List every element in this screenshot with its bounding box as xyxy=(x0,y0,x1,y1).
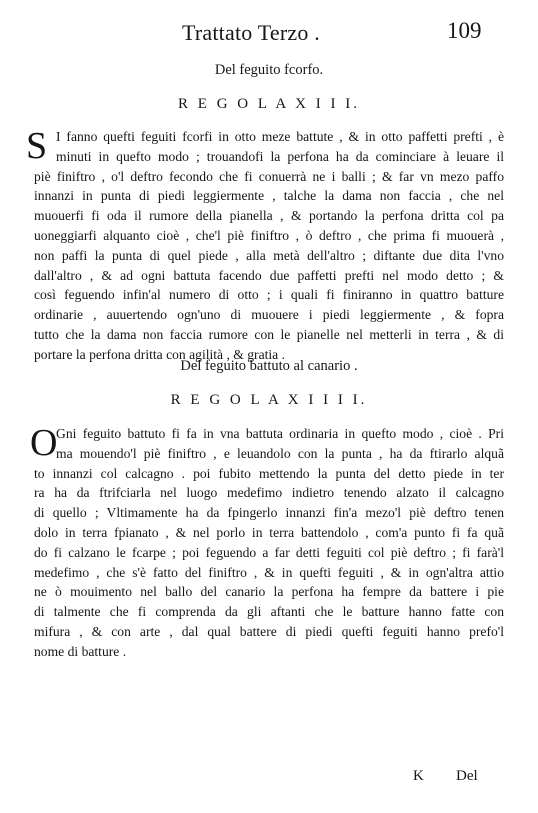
text-line: muouerfi fi oda il rumore della pianella , & portando la perfona dritta col pa xyxy=(34,208,504,224)
page-number: 109 xyxy=(447,18,482,43)
text-line: minuti in quefto modo ; trouandofi la perfona ha da cominciare à leuare il xyxy=(56,148,504,164)
paragraph-regola-xiii xyxy=(26,125,504,365)
rule-heading-xiii: R E G O L A X I I I. xyxy=(178,96,360,112)
text-line: portare la perfona dritta con agilità , & gratia . xyxy=(34,346,285,362)
text-line: dolo in terra fpianato , & nel porlo in terra battendolo , com'a punto fi fa quã xyxy=(34,524,504,540)
text-line: innanzi in punta di piedi leggiermente , talche la dama non faccia , che nel xyxy=(34,188,504,204)
text-line: non paffi la punta di quel piede , alla metà dell'altro ; diftante due dita l'vno xyxy=(34,247,504,263)
text-line: ma mouendo'l piè finiftro , e leuandolo con la punta , ha da ftirarlo alquã xyxy=(56,445,504,461)
section-title-seguito-scorso: Del feguito fcorfo. xyxy=(214,62,324,78)
text-line: di talmente che fi comprenda da gli aftanti che le batture hanno fatte con xyxy=(34,604,504,620)
text-line: ra ha da ftrifciarla nel luogo medefimo indietro tenendo alzato il calcagno xyxy=(34,485,504,501)
text-line: dall'altro , & ad ogni battuta facendo due paffetti prefti nel modo detto ; & xyxy=(34,267,504,283)
text-line: do fi calzano le fcarpe ; poi feguendo a far detti feguiti col piè deftro ; fi farà'l xyxy=(34,544,504,560)
rule-heading-xiiii: R E G O L A X I I I I. xyxy=(170,392,368,408)
text-line: ordinarie , auuertendo ogn'uno di muouere i piedi leggiermente , & fopra xyxy=(34,307,504,323)
text-line: medefimo , che s'è fatto del finiftro , & in quefti feguiti , & in ogn'altra attio xyxy=(34,564,504,580)
section-title-seguito-battuto: Del feguito battuto al canario . xyxy=(180,358,358,374)
text-line: di quello ; Vltimamente ha da fpingerlo innanzi fin'a mezo'l piè deftro tenen xyxy=(34,505,504,521)
text-line: ne ò mouimento nel ballo del canario la perfona ha fempre da battere i pie xyxy=(34,584,504,600)
running-title: Trattato Terzo . xyxy=(182,20,320,45)
text-line: così feguendo infin'al numero di otto ; i quali fi finiranno in quattro batture xyxy=(34,287,504,303)
text-line: Gni feguito battuto fi fa in vna battuta ordinaria in quefto modo , cioè . Pri xyxy=(56,426,504,441)
text-line: uoneggiarfi alquanto cioè , che'l piè finiftro , ò deftro , che prima fi muouerà , xyxy=(34,227,504,243)
catchword: Del xyxy=(456,768,478,784)
text-line: mifura , & con arte , dal qual battere di piedi quefti feguiti hanno prefo'l xyxy=(34,623,504,639)
paragraph-regola-xiiii xyxy=(30,422,504,662)
text-line: nome di batture . xyxy=(34,643,127,659)
text-line: piè finiftro , o'l deftro fecondo che fi conuerrà ne i balli ; & far vn mezo paffo xyxy=(34,168,504,184)
text-line: to innanzi col calcagno . poi fubito mettendo la punta del detto piede in ter xyxy=(34,465,504,481)
drop-cap: O xyxy=(30,422,58,464)
signature-mark: K xyxy=(413,768,424,784)
text-line: I fanno quefti feguiti fcorfi in otto meze battute , & in otto paffetti prefti , è xyxy=(56,129,504,144)
drop-cap: S xyxy=(26,125,48,167)
text-line: tutto che la dama non faccia rumore con le pianelle nel metterli in terra , & di xyxy=(34,326,504,342)
